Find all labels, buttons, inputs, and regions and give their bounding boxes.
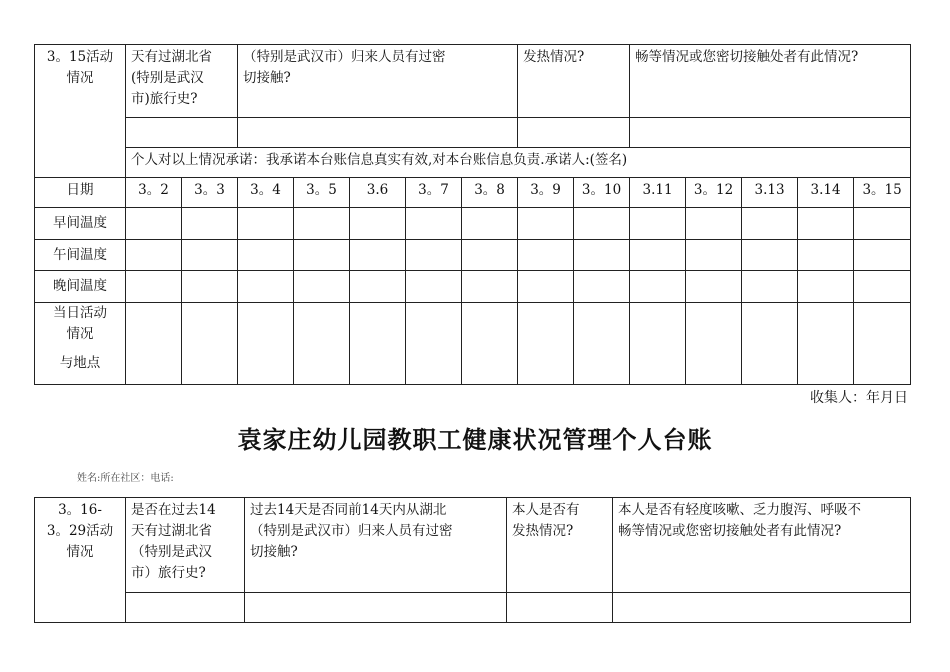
question-travel-cell [126, 498, 245, 593]
entry-cell[interactable] [462, 303, 518, 385]
entry-cell[interactable] [462, 240, 518, 271]
entry-cell[interactable] [630, 240, 686, 271]
entry-cell[interactable] [238, 271, 294, 303]
date-cell: 3。7 [406, 178, 462, 208]
date-cell: 3.13 [742, 178, 798, 208]
personal-info-line: 姓名:所在社区：电话: [77, 473, 174, 484]
date-cell: 3。5 [294, 178, 350, 208]
entry-cell[interactable] [798, 240, 854, 271]
entry-cell[interactable] [462, 271, 518, 303]
health-table-bottom [34, 497, 911, 623]
page-title: 袁家庄幼儿园教职工健康状况管理个人台账 [237, 425, 713, 454]
health-table-top [34, 44, 911, 385]
question-fever-cell [518, 45, 630, 118]
date-cell: 3。2 [126, 178, 182, 208]
question-travel: 是否在过去14 天有过湖北省 （特别是武汉 市）旅行史? [131, 502, 216, 581]
noon-temp-row [35, 240, 911, 271]
date-cell: 3。15 [854, 178, 911, 208]
entry-cell[interactable] [182, 303, 238, 385]
entry-cell[interactable] [854, 208, 911, 240]
entry-cell[interactable] [630, 303, 686, 385]
row-label: 午间温度 [35, 240, 126, 271]
date-cell: 3。4 [238, 178, 294, 208]
entry-cell[interactable] [350, 271, 406, 303]
date-cell: 3.14 [798, 178, 854, 208]
date-cell: 3。3 [182, 178, 238, 208]
question-travel-cell [126, 45, 238, 118]
answer-symptoms-cell[interactable] [613, 593, 911, 623]
entry-cell[interactable] [182, 271, 238, 303]
entry-cell[interactable] [742, 303, 798, 385]
evening-temp-row [35, 271, 911, 303]
entry-cell[interactable] [854, 303, 911, 385]
activity-label-cell [35, 498, 126, 623]
question-symptoms: 畅等情况或您密切接触处者有此情况? [635, 49, 859, 65]
question-fever: 本人是否有 发热情况? [512, 502, 580, 539]
entry-cell[interactable] [406, 208, 462, 240]
entry-cell[interactable] [574, 208, 630, 240]
date-cell: 3。8 [462, 178, 518, 208]
row-label: 早间温度 [35, 208, 126, 240]
date-cell: 3。12 [686, 178, 742, 208]
entry-cell[interactable] [518, 271, 574, 303]
entry-cell[interactable] [182, 240, 238, 271]
entry-cell[interactable] [126, 271, 182, 303]
question-symptoms: 本人是否有轻度咳嗽、乏力腹泻、呼吸不 畅等情况或您密切接触处者有此情况? [618, 502, 861, 539]
entry-cell[interactable] [406, 271, 462, 303]
entry-cell[interactable] [518, 240, 574, 271]
activity-place-label: 当日活动 情况 [53, 305, 107, 342]
entry-cell[interactable] [630, 208, 686, 240]
entry-cell[interactable] [350, 240, 406, 271]
entry-cell[interactable] [742, 208, 798, 240]
date-cell: 3。9 [518, 178, 574, 208]
entry-cell[interactable] [294, 271, 350, 303]
question-contact-cell [245, 498, 507, 593]
entry-cell[interactable] [574, 303, 630, 385]
entry-cell[interactable] [742, 271, 798, 303]
entry-cell[interactable] [686, 240, 742, 271]
entry-cell[interactable] [686, 208, 742, 240]
activity-label: 3。15活动 情况 [46, 49, 114, 86]
entry-cell[interactable] [126, 240, 182, 271]
activity-place-row [35, 303, 911, 385]
entry-cell[interactable] [238, 208, 294, 240]
date-cell: 3。10 [574, 178, 630, 208]
promise-text: 个人对以上情况承诺：我承诺本台账信息真实有效,对本台账信息负责.承诺人:(签名) [131, 152, 628, 168]
question-contact: （特别是武汉市）归来人员有过密 切接触? [243, 49, 446, 86]
answer-symptoms-cell[interactable] [630, 118, 911, 148]
entry-cell[interactable] [462, 208, 518, 240]
entry-cell[interactable] [574, 271, 630, 303]
answer-contact-cell[interactable] [245, 593, 507, 623]
entry-cell[interactable] [406, 240, 462, 271]
date-cell: 3.6 [350, 178, 406, 208]
promise-cell [126, 148, 911, 178]
entry-cell[interactable] [182, 208, 238, 240]
date-label-cell [35, 178, 126, 208]
entry-cell[interactable] [854, 271, 911, 303]
question-fever: 发热情况? [523, 49, 585, 65]
question-fever-cell [507, 498, 613, 593]
entry-cell[interactable] [350, 208, 406, 240]
question-contact: 过去14天是否同前14天内从湖北 （特别是武汉市）归来人员有过密 切接触? [250, 502, 453, 560]
entry-cell[interactable] [126, 208, 182, 240]
entry-cell[interactable] [518, 303, 574, 385]
entry-cell[interactable] [798, 303, 854, 385]
date-cell: 3.11 [630, 178, 686, 208]
answer-fever-cell[interactable] [507, 593, 613, 623]
activity-label-cell [35, 45, 126, 178]
answer-fever-cell[interactable] [518, 118, 630, 148]
answer-contact-cell[interactable] [238, 118, 518, 148]
entry-cell[interactable] [238, 303, 294, 385]
entry-cell[interactable] [798, 208, 854, 240]
entry-cell[interactable] [294, 208, 350, 240]
entry-cell[interactable] [126, 303, 182, 385]
entry-cell[interactable] [294, 303, 350, 385]
entry-cell[interactable] [630, 271, 686, 303]
question-symptoms-cell [613, 498, 911, 593]
entry-cell[interactable] [294, 240, 350, 271]
question-travel: 天有过湖北省 (特别是武汉 市)旅行史? [131, 49, 212, 107]
morning-temp-row [35, 208, 911, 240]
question-contact-cell [238, 45, 518, 118]
entry-cell[interactable] [686, 303, 742, 385]
entry-cell[interactable] [742, 240, 798, 271]
activity-place-label-cell [35, 303, 126, 385]
entry-cell[interactable] [798, 271, 854, 303]
answer-travel-cell[interactable] [126, 593, 245, 623]
entry-cell[interactable] [854, 240, 911, 271]
activity-place-label-2: 与地点 [59, 355, 101, 371]
entry-cell[interactable] [686, 271, 742, 303]
entry-cell[interactable] [574, 240, 630, 271]
answer-travel-cell[interactable] [126, 118, 238, 148]
activity-label: 3。16- 3。29活动 情况 [46, 502, 114, 560]
date-label: 日期 [66, 182, 94, 198]
entry-cell[interactable] [518, 208, 574, 240]
question-symptoms-cell [630, 45, 911, 118]
collector-signature: 收集人：年月日 [810, 390, 908, 406]
entry-cell[interactable] [406, 303, 462, 385]
entry-cell[interactable] [350, 303, 406, 385]
entry-cell[interactable] [238, 240, 294, 271]
row-label: 晚间温度 [35, 271, 126, 303]
